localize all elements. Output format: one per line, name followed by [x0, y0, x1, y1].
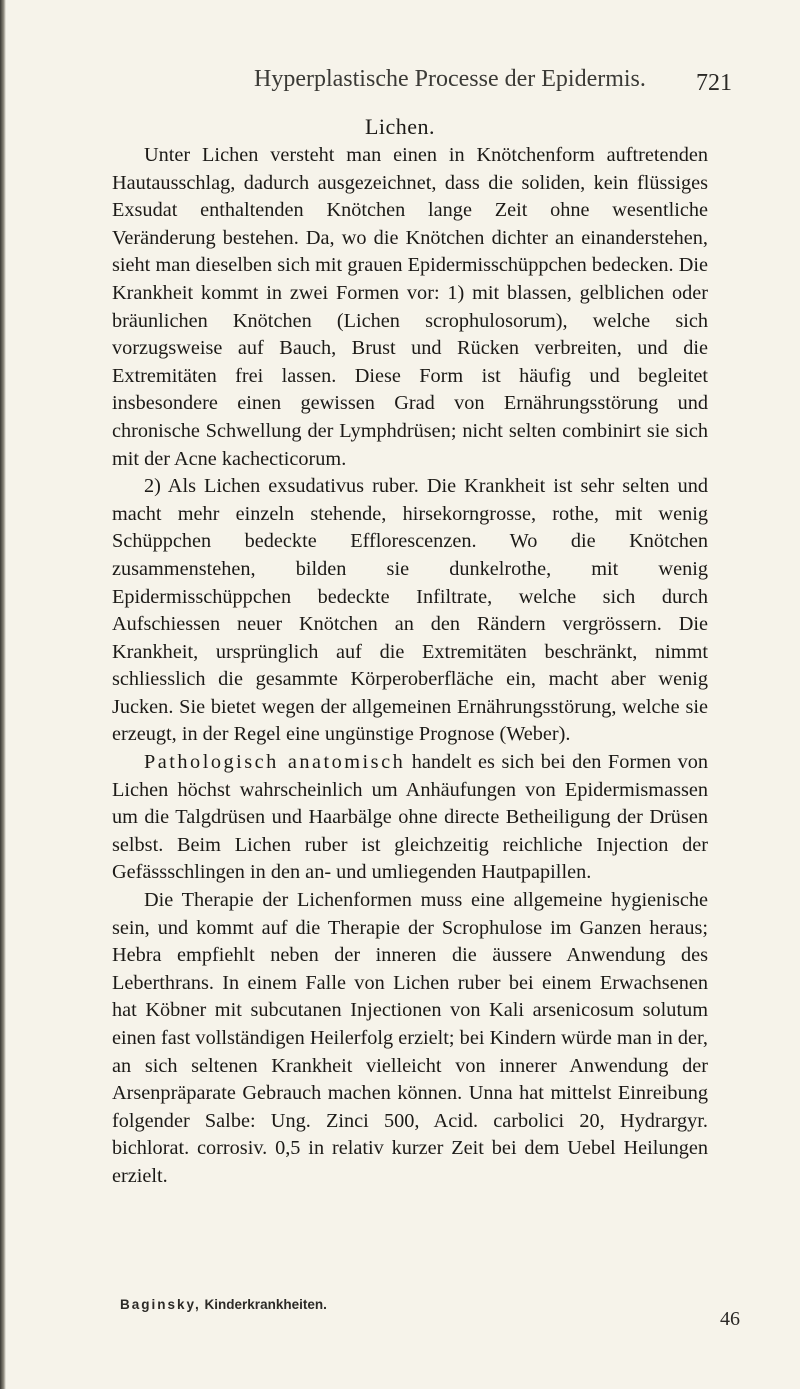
printer-signature: 46: [720, 1308, 740, 1330]
footer-book-reference: [120, 1297, 327, 1312]
footer-book-title: Kinderkrankheiten.: [204, 1297, 327, 1312]
section-title: Lichen.: [364, 114, 436, 139]
paragraph-lichen-ruber: 2) Als Lichen exsudativus ruber. Die Krankheit ist sehr selten und macht mehr einzeln stehende, hirsekorngrosse, rothe, mit wenig Schüppchen bedeckte Efflorescenzen. Wo die Knötchen zusammenstehen, bilden sie dunkelrothe, mit wenig Epidermisschüppchen bedeckte Infiltrate, welche sich durch Aufschiessen neuer Knötchen an den Rändern vergrössern. Die Krankheit, ursprünglich auf die Extremitäten beschränkt, nimmt schliesslich die gesammte Körperoberfläche ein, macht aber wenig Jucken. Sie bietet wegen der allgemeinen Ernährungsstörung, welche sie erzeugt, in der Regel eine ungünstige Prognose (Weber).: [112, 475, 708, 746]
pathology-lead: Pathologisch anatomisch: [144, 751, 406, 774]
pathology-text: handelt es sich bei den Formen von Lichen höchst wahrscheinlich um Anhäufungen von Epidermismassen um die Talgdrüsen und Haarbälge ohne directe Betheiligung der Drüsen selbst. Beim Lichen ruber ist gleichzeitig reichliche Injection der Gefässschlingen in den an- und umliegenden Hautpapillen.: [112, 751, 709, 884]
page-number: 721: [696, 70, 732, 96]
paragraph-pathology: [112, 749, 708, 887]
page-binding-edge: [0, 0, 6, 1389]
page-header: [132, 60, 732, 100]
paragraph-therapy: Die Therapie der Lichenformen muss eine allgemeine hygienische sein, und kommt auf die Therapie der Scrophulose im Ganzen heraus; Hebra empfiehlt neben der inneren die äussere Anwendung des Leberthrans. In einem Falle von Lichen ruber bei einem Erwachsenen hat Köbner mit subcutanen Injectionen von Kali arsenicosum solutum einen fast vollständigen Heilerfolg erzielt; bei Kindern würde man in der, an sich seltenen Krankheit vielleicht von innerer Anwendung der Arsenpräparate Gebrauch machen können. Unna hat mittelst Einreibung folgender Salbe: Ung. Zinci 500, Acid. carbolici 20, Hydrargyr. bichlorat. corrosiv. 0,5 in relativ kurzer Zeit bei dem Uebel Heilungen erzielt.: [112, 889, 708, 1187]
paragraph-intro: Unter Lichen versteht man einen in Knötchenform auftretenden Hautausschlag, dadurch ausgezeichnet, dass die soliden, kein flüssiges Exsudat enthaltenden Knötchen lange Zeit ohne wesentliche Veränderung bestehen. Da, wo die Knötchen dichter an einanderstehen, sieht man dieselben sich mit grauen Epidermisschüppchen bedecken. Die Krankheit kommt in zwei Formen vor: 1) mit blassen, gelblichen oder bräunlichen Knötchen (Lichen scrophulosorum), welche sich vorzugsweise auf Bauch, Brust und Rücken verbreiten, und die Extremitäten frei lassen. Diese Form ist häufig und begleitet insbesondere einen gewissen Grad von Ernährungsstörung und chronische Schwellung der Lymphdrüsen; nicht selten combinirt sie sich mit der Acne kachecticorum.: [112, 144, 708, 470]
footer-author: Baginsky,: [120, 1297, 201, 1312]
body-text: [112, 142, 708, 1191]
running-head: Hyperplastische Processe der Epidermis.: [254, 66, 646, 92]
